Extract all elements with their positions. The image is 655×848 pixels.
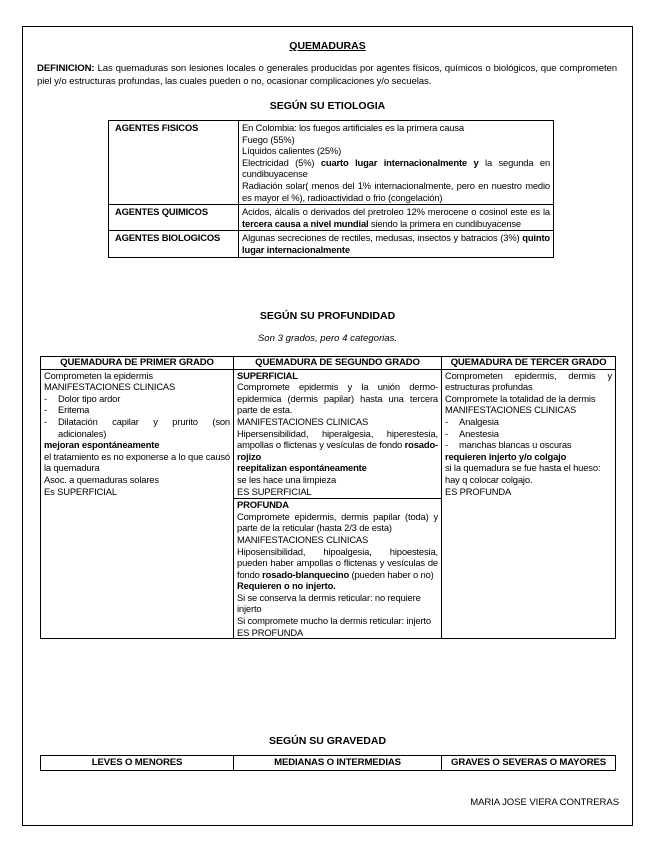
agent-fisicos-desc: En Colombia: los fuegos artificiales es la primera causa Fuego (55%) Líquidos calientes (25%) Electricidad (5%) cuarto lugar internacionalmente y la segunda en cundibuyacense Radiación solar( menos del 1% internacionalmente, pero en nuestro medio es mayor el %), radioactividad o frio (congelación) (239, 121, 554, 205)
etiology-heading: SEGÚN SU ETIOLOGIA (269, 100, 386, 112)
table-row (109, 205, 554, 231)
depth-heading: SEGÚN SU PROFUNDIDAD (259, 310, 396, 322)
severity-heading: SEGÚN SU GRAVEDAD (268, 735, 387, 747)
severity-leves: LEVES O MENORES (41, 756, 234, 771)
definition-text: Las quemaduras son lesiones locales o generales producidas por agentes físicos, químicos o biológicos, que comprometen piel y/o estructuras profundas, las cuales pueden o no, ocasionar complicaciones y/o secuelas. (37, 63, 617, 87)
second-degree-cell: SUPERFICIAL Compromete epidermis y la unión dermo-epidermica (dermis papilar) hasta una tercera parte de esta. MANIFESTACIONES CLINICAS Hipersensibilidad, hiperalgesia, hiperestesia, ampollas o flictenas y vesículas de fondo rosado-rojizo reepitalizan espontáneamente se les hace una limpieza ES SUPERFICIAL PROFUNDA Compromete epidermis, dermis papilar (toda) y parte de la reticular (hasta 2/3 de esta) MANIFESTACIONES CLINICAS Hiposensibilidad, hipoalgesia, hipoestesia, pueden haber ampollas o flictenas y vesículas de fondo rosado-blanquecino (pueden haber o no) Requieren o no injerto. Si se conserva la dermis reticular: no requiere injerto Si compromete mucho la dermis reticular: injerto ES PROFUNDA (234, 369, 442, 639)
definition-label: DEFINICION: (37, 63, 95, 74)
table-row (109, 231, 554, 257)
etiology-table (108, 120, 554, 258)
agent-biologicos: AGENTES BIOLOGICOS (109, 231, 239, 257)
header-third-degree: QUEMADURA DE TERCER GRADO (442, 357, 616, 370)
profunda-section: PROFUNDA Compromete epidermis, dermis papilar (toda) y parte de la reticular (hasta 2/3 de esta) MANIFESTACIONES CLINICAS Hiposensibilidad, hipoalgesia, hipoestesia, pueden haber ampollas o flictenas y vesículas de fondo rosado-blanquecino (pueden haber o no) Requieren o no injerto. Si se conserva la dermis reticular: no requiere injerto Si compromete mucho la dermis reticular: injerto ES PROFUNDA (234, 498, 441, 638)
table-row (109, 121, 554, 205)
agent-quimicos-desc: Acidos, álcalis o derivados del pretroleo 12% merocene o cosinol este es la tercera causa a nivel mundial siendo la primera en cundibuyacense (239, 205, 554, 231)
profunda-title: PROFUNDA (237, 499, 289, 511)
agent-biologicos-desc: Algunas secreciones de rectiles, medusas, insectos y batracios (3%) quinto lugar internacionalmente (239, 231, 554, 257)
page-title: QUEMADURAS (289, 40, 366, 52)
depth-subtitle: Son 3 grados, pero 4 categorias. (257, 333, 398, 344)
severity-graves: GRAVES O SEVERAS O MAYORES (442, 756, 616, 771)
header-second-degree: QUEMADURA DE SEGUNDO GRADO (234, 357, 442, 370)
agent-fisicos: AGENTES FISICOS (109, 121, 239, 205)
severity-medianas: MEDIANAS O INTERMEDIAS (234, 756, 442, 771)
definition (37, 62, 617, 88)
header-first-degree: QUEMADURA DE PRIMER GRADO (41, 357, 234, 370)
severity-table (40, 755, 616, 771)
depth-table (40, 356, 616, 639)
superficial-title: SUPERFICIAL (237, 369, 298, 381)
author-signature: MARIA JOSE VIERA CONTRERAS (470, 797, 619, 808)
agent-quimicos: AGENTES QUIMICOS (109, 205, 239, 231)
first-degree-cell: Comprometen la epidermis MANIFESTACIONES CLINICAS - Dolor tipo ardor - Eritema - Dilatación capilar y prurito (son adicionales) mejoran espontáneamente el tratamiento es no exponerse a lo que causó la quemadura Asoc. a quemaduras solares Es SUPERFICIAL (41, 369, 234, 639)
third-degree-cell: Comprometen epidermis, dermis y estructuras profundas Compromete la totalidad de la dermis MANIFESTACIONES CLINICAS - Analgesia - Anestesia - manchas blancas u oscuras requieren injerto y/o colgajo si la quemadura se fue hasta el hueso: hay q colocar colgajo. ES PROFUNDA (442, 369, 616, 639)
